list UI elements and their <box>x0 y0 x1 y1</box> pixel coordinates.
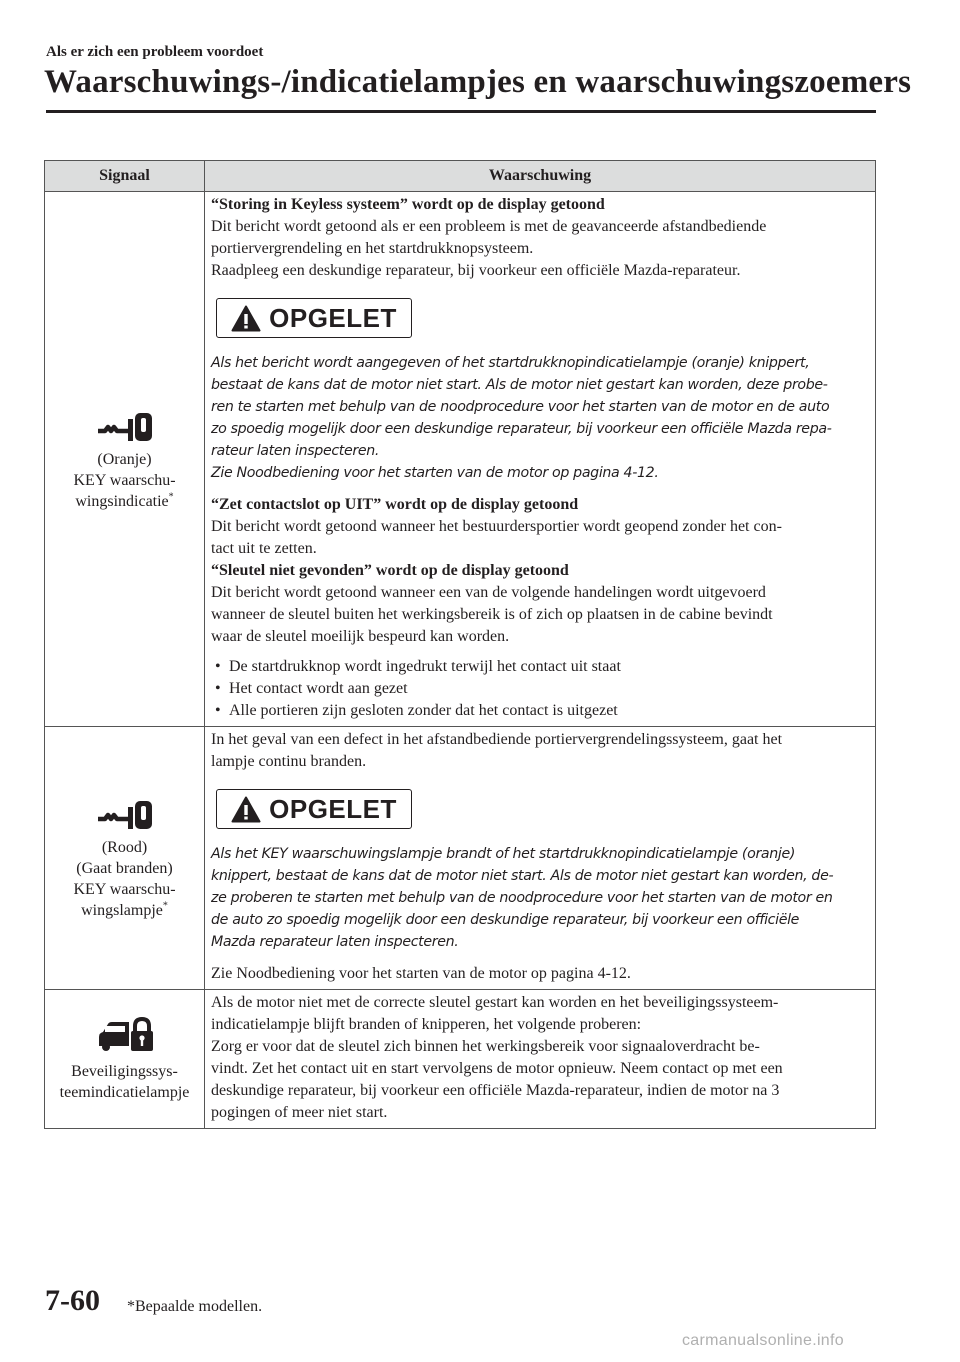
signal-name: teemindicatielampje <box>59 1084 190 1101</box>
paragraph-line: Dit bericht wordt getoond als er een probleem is met de geavanceerde afstandbediende <box>211 218 767 235</box>
paragraph-line: deskundige reparateur, bij voorkeur een officiële Mazda-reparateur, indien de motor na 3 <box>211 1082 780 1099</box>
signal-state: (Gaat branden) <box>76 860 173 877</box>
caution-text-line: Mazda reparateur laten inspecteren. <box>211 934 459 950</box>
warning-triangle-icon <box>231 796 261 823</box>
caution-text-line: Als het bericht wordt aangegeven of het startdrukknopindicatielampje (oranje) knippert, <box>211 355 810 371</box>
paragraph-line: vindt. Zet het contact uit en start vervolgens de motor opnieuw. Neem contact op met een <box>211 1060 783 1077</box>
watermark: carmanualsonline.info <box>682 1332 844 1349</box>
signal-name: Beveiligingssys- <box>71 1063 178 1080</box>
message-heading: “Zet contactslot op UIT” wordt op de display getoond <box>211 496 579 513</box>
footnote-asterisk: * <box>162 900 168 912</box>
list-item: • Alle portieren zijn gesloten zonder dat het contact is uitgezet <box>215 702 618 719</box>
security-car-lock-icon <box>95 1015 155 1055</box>
caution-text-line: Als het KEY waarschuwingslampje brandt of het startdrukknopindicatielampje (oranje) <box>211 846 796 862</box>
list-item: • Het contact wordt aan gezet <box>215 680 408 697</box>
key-warning-icon <box>96 795 154 831</box>
signal-cell <box>45 192 205 727</box>
caution-text-line: knippert, bestaat de kans dat de motor niet start. Als de motor niet gestart kan worden, de- <box>211 868 834 884</box>
column-header-warning: Waarschuwing <box>205 161 876 192</box>
paragraph-line: Zie Noodbediening voor het starten van de motor op pagina 4-12. <box>211 965 631 982</box>
caution-text-line: ze proberen te starten met behulp van de noodprocedure voor het starten van de motor en <box>211 890 833 906</box>
message-heading: “Sleutel niet gevonden” wordt op de display getoond <box>211 562 569 579</box>
caution-text-line: ren te starten met behulp van de noodprocedure voor het starten van de motor en de auto <box>211 399 830 415</box>
table-row <box>45 990 876 1129</box>
paragraph-line: tact uit te zetten. <box>211 540 317 557</box>
warning-table <box>44 160 876 1129</box>
caution-box <box>216 789 412 829</box>
warning-cell <box>205 727 876 990</box>
signal-color: (Oranje) <box>97 450 152 468</box>
caution-text-line: de auto zo spoedig mogelijk door een deskundige reparateur, bij voorkeur een officiële <box>211 912 800 928</box>
page-number: 7-60 <box>45 1284 100 1317</box>
caution-text-line: Zie Noodbediening voor het starten van de motor op pagina 4-12. <box>211 465 659 481</box>
title-rule <box>46 110 876 113</box>
caution-text-line: bestaat de kans dat de motor niet start. Als de motor niet gestart kan worden, deze probe- <box>211 377 828 393</box>
column-header-signal: Signaal <box>45 161 205 192</box>
signal-name: wingsindicatie* <box>75 491 174 510</box>
signal-name: KEY waarschu- <box>73 881 176 898</box>
paragraph-line: Dit bericht wordt getoond wanneer het bestuurdersportier wordt geopend zonder het con- <box>211 518 782 535</box>
caution-box <box>216 298 412 338</box>
message-heading: “Storing in Keyless systeem” wordt op de display getoond <box>211 196 605 213</box>
paragraph-line: Raadpleeg een deskundige reparateur, bij voorkeur een officiële Mazda-reparateur. <box>211 262 741 279</box>
footnote-asterisk: * <box>168 491 174 503</box>
table-row <box>45 192 876 727</box>
caution-label: OPGELET <box>269 303 397 333</box>
table-header-row <box>45 161 876 192</box>
bullet-list <box>211 656 869 722</box>
signal-cell <box>45 727 205 990</box>
breadcrumb: Als er zich een probleem voordoet <box>46 44 264 60</box>
paragraph-line: Dit bericht wordt getoond wanneer een van de volgende handelingen wordt uitgevoerd <box>211 584 766 601</box>
table-row <box>45 727 876 990</box>
caution-label: OPGELET <box>269 794 397 824</box>
paragraph-line: wanneer de sleutel buiten het werkingsbereik is of zich op plaatsen in de cabine bevindt <box>211 606 773 623</box>
paragraph-line: waar de sleutel moeilijk bespeurd kan worden. <box>211 628 510 645</box>
signal-cell <box>45 990 205 1129</box>
paragraph-line: In het geval van een defect in het afstandbediende portiervergrendelingssysteem, gaat het <box>211 731 783 748</box>
paragraph-line: portiervergrendeling en het startdrukknopsysteem. <box>211 240 534 257</box>
footnote: *Bepaalde modellen. <box>127 1298 263 1315</box>
list-item: • De startdrukknop wordt ingedrukt terwijl het contact uit staat <box>215 658 621 675</box>
paragraph-line: Zorg er voor dat de sleutel zich binnen het werkingsbereik voor signaaloverdracht be- <box>211 1038 760 1055</box>
paragraph-line: Als de motor niet met de correcte sleutel gestart kan worden en het beveiligingssysteem- <box>211 994 779 1011</box>
paragraph-line: pogingen of meer niet start. <box>211 1104 388 1121</box>
signal-name: wingslampje* <box>81 900 168 919</box>
caution-text-line: rateur laten inspecteren. <box>211 443 380 459</box>
signal-name: KEY waarschu- <box>73 471 176 489</box>
caution-text-line: zo spoedig mogelijk door een deskundige reparateur, bij voorkeur een officiële Mazda repa- <box>211 421 832 437</box>
signal-color: (Rood) <box>101 839 148 856</box>
warning-cell <box>205 192 876 727</box>
warning-cell <box>205 990 876 1129</box>
paragraph-line: indicatielampje blijft branden of knipperen, het volgende proberen: <box>211 1016 642 1033</box>
paragraph-line: lampje continu branden. <box>211 753 367 770</box>
key-warning-icon <box>96 407 154 443</box>
warning-triangle-icon <box>231 305 261 332</box>
page-title: Waarschuwings-/indicatielampjes en waarschuwingszoemers <box>44 64 912 100</box>
